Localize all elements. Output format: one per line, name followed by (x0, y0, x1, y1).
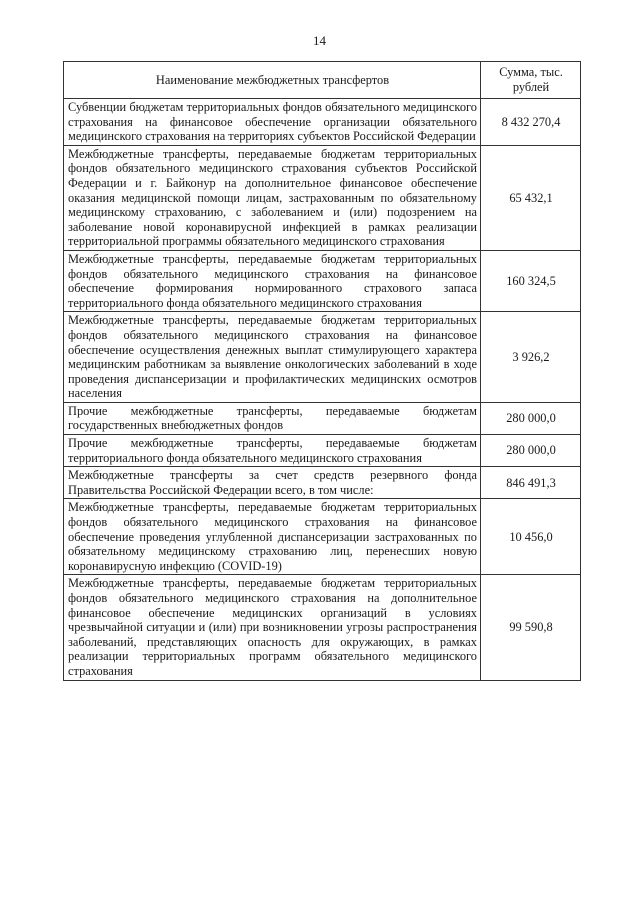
table-row (64, 402, 581, 434)
transfer-sum-cell: 99 590,8 (481, 575, 581, 680)
transfer-sum-cell: 3 926,2 (481, 312, 581, 403)
table-row (64, 499, 581, 575)
table-row (64, 575, 581, 680)
transfer-sum-cell: 160 324,5 (481, 250, 581, 311)
table-header-row (64, 62, 581, 99)
transfer-sum-cell: 846 491,3 (481, 467, 581, 499)
transfer-sum-cell: 280 000,0 (481, 402, 581, 434)
transfer-sum-cell: 280 000,0 (481, 435, 581, 467)
table-row (64, 145, 581, 250)
column-header-sum: Сумма, тыс. рублей (481, 62, 581, 99)
table-row (64, 467, 581, 499)
transfer-sum-cell: 65 432,1 (481, 145, 581, 250)
table-row (64, 435, 581, 467)
transfer-name-cell: Межбюджетные трансферты, передаваемые бюджетам территориальных фондов обязательного медицинского страхования субъектов Российской Федерации и г. Байконур на дополнительное финансовое обеспечение оказания медицинской помощи лицам, застрахованным по обязательному медицинскому страхованию, с заболеванием и (или) подозрением на заболевание новой коронавирусной инфекцией в рамках реализации территориальной программы обязательного медицинского страхования (64, 145, 481, 250)
transfer-name-cell: Межбюджетные трансферты, передаваемые бюджетам территориальных фондов обязательного медицинского страхования на финансовое обеспечение формирования нормированного страхового запаса территориального фонда обязательного медицинского страхования (64, 250, 481, 311)
transfer-name-cell: Субвенции бюджетам территориальных фондов обязательного медицинского страхования на финансовое обеспечение организации обязательного медицинского страхования на территориях субъектов Российской Федерации (64, 99, 481, 146)
table-row (64, 250, 581, 311)
transfers-table (63, 61, 581, 681)
transfer-sum-cell: 8 432 270,4 (481, 99, 581, 146)
table-row (64, 312, 581, 403)
column-header-name: Наименование межбюджетных трансфертов (64, 62, 481, 99)
transfer-name-cell: Прочие межбюджетные трансферты, передаваемые бюджетам территориального фонда обязательного медицинского страхования (64, 435, 481, 467)
transfer-name-cell: Прочие межбюджетные трансферты, передаваемые бюджетам государственных внебюджетных фондов (64, 402, 481, 434)
table-row (64, 99, 581, 146)
transfer-sum-cell: 10 456,0 (481, 499, 581, 575)
transfer-name-cell: Межбюджетные трансферты, передаваемые бюджетам территориальных фондов обязательного медицинского страхования на финансовое обеспечение проведения углубленной диспансеризации застрахованных по обязательному медицинскому страхованию лиц, перенесших новую коронавирусную инфекцию (COVID-19) (64, 499, 481, 575)
transfer-name-cell: Межбюджетные трансферты, передаваемые бюджетам территориальных фондов обязательного медицинского страхования на финансовое обеспечение осуществления денежных выплат стимулирующего характера медицинским работникам за выявление онкологических заболеваний в ходе проведения диспансеризации и профилактических медицинских осмотров населения (64, 312, 481, 403)
page-number: 14 (313, 33, 326, 48)
transfer-name-cell: Межбюджетные трансферты за счет средств резервного фонда Правительства Российской Федерации всего, в том числе: (64, 467, 481, 499)
transfer-name-cell: Межбюджетные трансферты, передаваемые бюджетам территориальных фондов обязательного медицинского страхования на дополнительное финансовое обеспечение медицинских организаций в условиях чрезвычайной ситуации и (или) при возникновении угрозы распространения заболеваний, представляющих опасность для окружающих, в рамках реализации территориальных программ обязательного медицинского страхования (64, 575, 481, 680)
